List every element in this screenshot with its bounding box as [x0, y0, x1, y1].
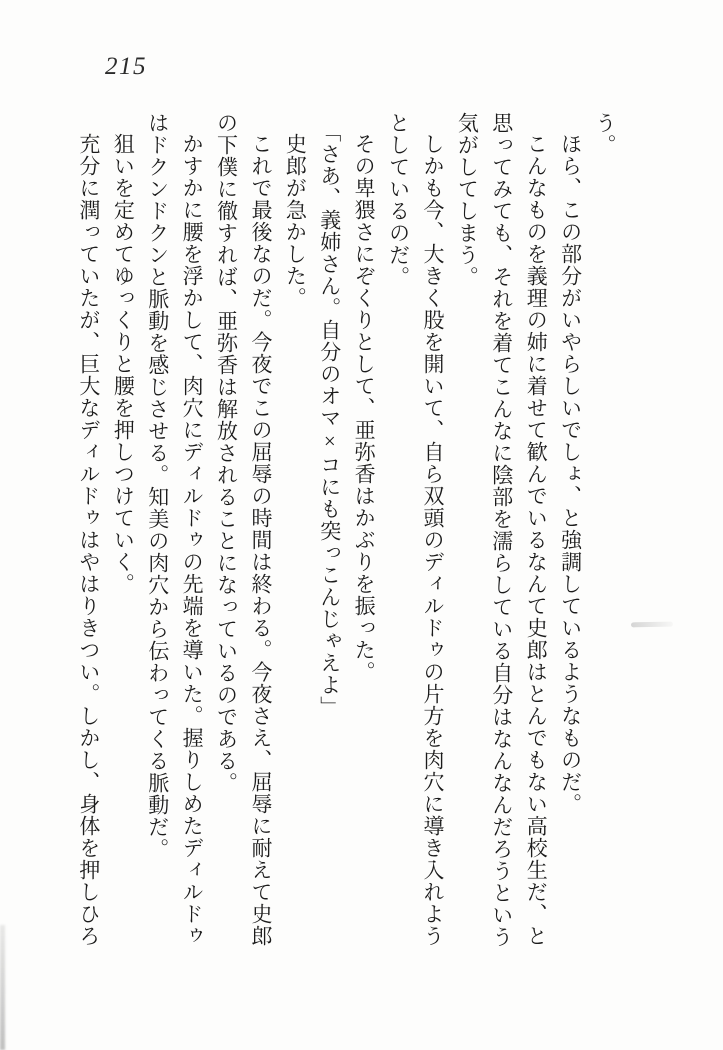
paragraph: かすかに腰を浮かして、肉穴にディルドゥの先端を導いた。握りしめたディルドゥはドクンドクンと脈動を感じさせる。知美の肉穴から伝わってくる脈動だ。 [145, 112, 205, 947]
paragraph: う。 [593, 112, 617, 156]
scan-edge-smudge [0, 925, 5, 1050]
paragraph-dialogue: 「さあ、義姉さん。自分のオマ×コにも突っこんじゃえよ」 [317, 121, 342, 719]
paragraph: これで最後なのだ。今夜でこの屈辱の時間は終わる。今夜さえ、屈辱に耐えて史郎の下僕に徹すれば、亜弥香は解放されることになっているのである。 [214, 112, 273, 947]
paragraph: 狙いを定めてゆっくりと腰を押しつけていく。 [111, 133, 136, 595]
paragraph: その卑猥さにぞくりとして、亜弥香はかぶりを振った。 [352, 133, 377, 683]
page-number: 215 [105, 53, 147, 80]
scan-artifact-line [631, 622, 673, 628]
paragraph: 史郎が急かした。 [283, 133, 308, 309]
paragraph: ほら、この部分がいやらしいでしょ、と強調しているようなものだ。 [558, 133, 583, 815]
paragraph: こんなものを義理の姉に着せて歓んでいるなんて史郎はとんでもない高校生だ、と思ってみても、それを着てこんなに陰部を濡らしている自分はなんなんだろうという気がしてしまう。 [455, 112, 549, 948]
paragraph: 充分に潤っていたが、巨大なディルドゥはやはりきつい。しかし、身体を押しひろ [76, 133, 101, 947]
paragraph: しかも今、大きく股を開いて、自ら双頭のディルドゥの片方を肉穴に導き入れようとしているのだ。 [386, 112, 445, 947]
vertical-text-block [62, 112, 622, 950]
